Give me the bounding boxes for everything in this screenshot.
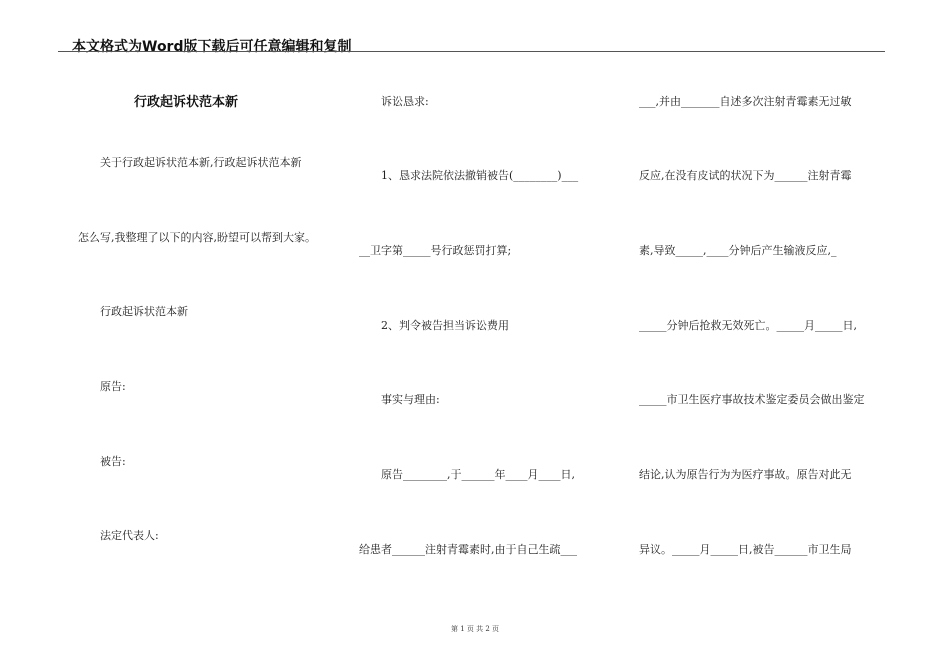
paragraph-line: 结论,认为原告行为为医疗事故。原告对此无 [639, 468, 852, 481]
header-divider [58, 51, 885, 52]
paragraph-line: 反应,在没有皮试的状况下为______注射青霉 [639, 169, 852, 182]
download-banner: 本文格式为Word版下载后可任意编辑和复制 [72, 39, 352, 55]
defendant-label: 被告: [100, 455, 126, 468]
legal-representative-label: 法定代表人: [100, 529, 159, 542]
paragraph-line: _____分钟后抢救无效死亡。_____月_____日, [639, 319, 857, 332]
paragraph-line: 异议。_____月_____日,被告______市卫生局 [639, 543, 852, 556]
page-number: 第 1 页 共 2 页 [450, 625, 500, 633]
paragraph-line: 怎么写,我整理了以下的内容,盼望可以帮到大家。 [78, 231, 316, 244]
paragraph-line: ___,并由_______自述多次注射青霉素无过敏 [639, 95, 852, 108]
paragraph-line: 关于行政起诉状范本新,行政起诉状范本新 [100, 156, 302, 169]
paragraph-line: 行政起诉状范本新 [100, 305, 188, 318]
document-title: 行政起诉状范本新 [134, 95, 239, 110]
paragraph-line: 事实与理由: [381, 393, 440, 406]
plaintiff-label: 原告: [100, 380, 126, 393]
paragraph-line: 1、恳求法院依法撤销被告(________)___ [381, 169, 579, 182]
paragraph-line: 原告________,于______年____月____日, [381, 468, 575, 481]
paragraph-line: 诉讼恳求: [381, 95, 429, 108]
paragraph-line: 2、判令被告担当诉讼费用 [381, 319, 509, 332]
paragraph-line: 素,导致_____,____分钟后产生输液反应,_ [639, 244, 837, 257]
paragraph-line: _____市卫生医疗事故技术鉴定委员会做出鉴定 [639, 393, 865, 406]
paragraph-line: __卫字第_____号行政惩罚打算; [359, 244, 512, 257]
paragraph-line: 给患者______注射青霉素时,由于自己生疏___ [359, 543, 577, 556]
